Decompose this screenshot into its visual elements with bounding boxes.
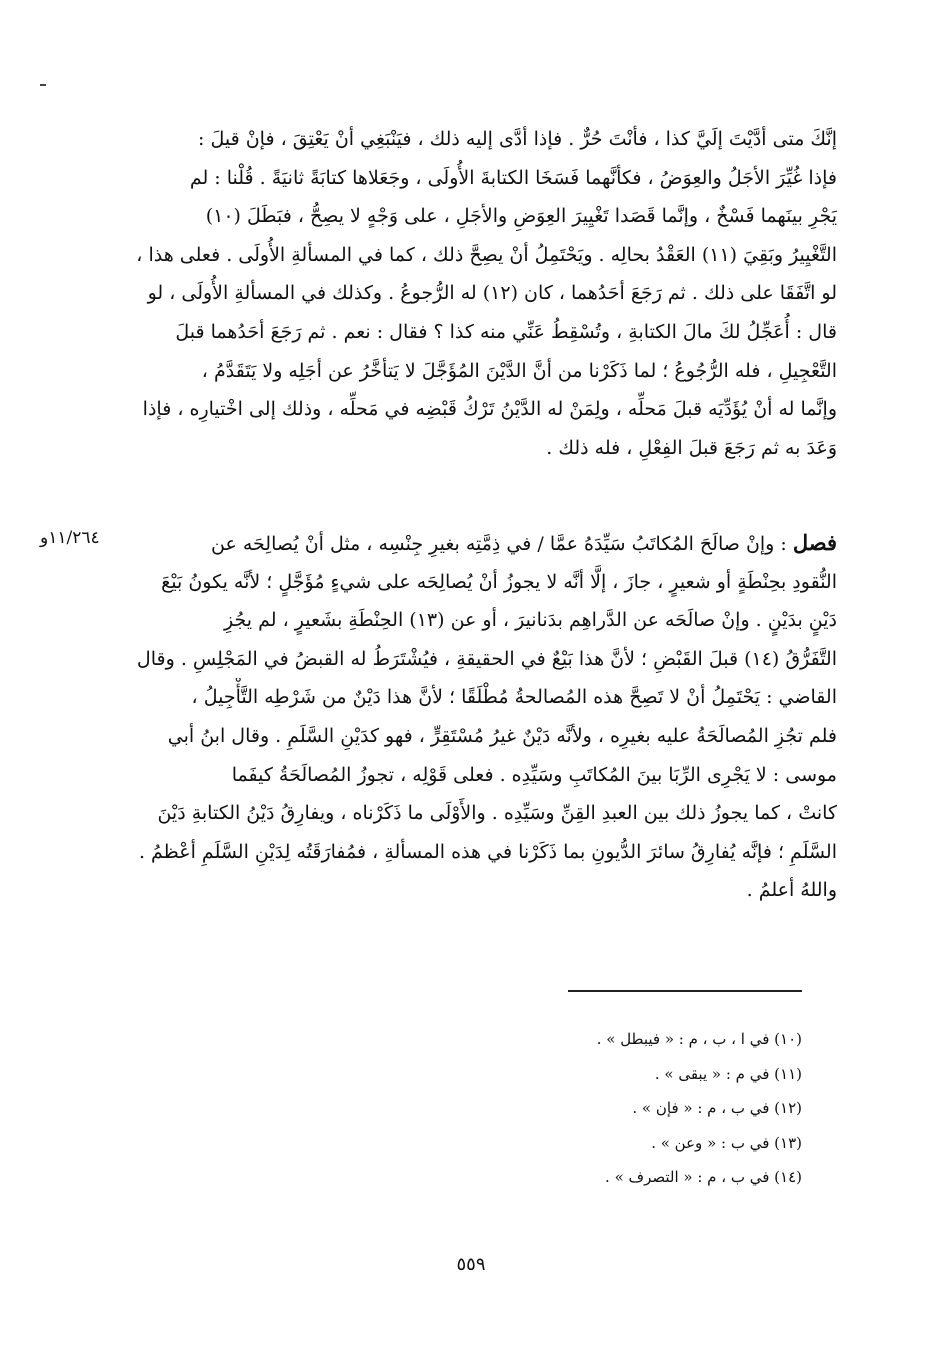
text-line: وإنَّما له أنْ يُؤَدِّيَه قبلَ مَحلِّه ، ولِمَنْ له الدَّيْنُ تَرْكُ قَبْضِه في مَحلِّه ، وذلك إلى اخْتيارِه ، فإذا [142,398,837,421]
paragraph-1 [130,120,837,467]
footnote-11: (١١) في م : « يبقى » . [654,1064,802,1083]
text-line: النُّقودِ بحِنْطَةٍ أو شعيرٍ ، جازَ ، إلَّا أنَّه لا يجوزُ أنْ يُصالِحَه على شيءٍ مُؤَجَّلٍ ؛ لأنَّه يكونُ بَيْعَ [161,570,837,593]
text-line: إنَّكَ متى أدَّيْتَ إلَيَّ كذا ، فأنْتَ حُرٌّ . فإذا أدَّى إليه ذلك ، فيَنْبَغِي أنْ يَعْتِقَ ، فإنْ قيلَ : [198,128,837,150]
footnote-10: (١٠) في ا ، ب ، م : « فيبطل » . [596,1030,802,1048]
footnotes [382,1022,802,1195]
text-line: القاضي : يَحْتَمِلُ أنْ لا تَصِحَّ هذه المُصالحةُ مُطْلَقًا ؛ لأنَّ هذا دَيْنٌ من شَرْطِه التَّأْجِيلُ ، [191,686,837,709]
text-line: التَّعْجِيلِ ، فله الرُّجُوعُ ؛ لما ذَكَرْنا من أنَّ الدَّيْنَ المُؤَجَّلَ لا يَتأخَّرُ عن أجَلِه ولا يَتَقَدَّمُ ، [201,359,837,382]
text-line: كانتْ ، كما يجوزُ ذلك بين العبدِ القِنِّ وسَيِّدِه . والأَوْلَى ما ذَكَرْناه ، ويفارِقُ دَيْنُ الكتابةِ دَيْنَ [157,802,837,825]
text-line: دَيْنٍ بدَيْنٍ . وإنْ صالَحَه عن الدَّراهِم بدَنانيرَ ، أو عن (١٣) الحِنْطَةِ بشَعيرٍ ، لم يجُزِ [224,609,837,632]
page-number: ٥٥٩ [456,1254,486,1275]
text-line: التَّغْيِيرُ وبَقِيَ (١١) العَقْدُ بحالِه . ويَحْتَمِلُ أنْ يصِحَّ ذلك ، كما في المسألةِ الأُولَى . فعلى هذا ، [136,243,837,266]
text-line-rest: : وإنْ صالَحَ المُكاتَبُ سَيِّدَهُ عمَّا / في ذِمَّتِه بغيرِ جِنْسِه ، مثل أنْ يُصالِحَه عن [211,533,787,555]
text-line: فلم تجُزِ المُصالَحَةُ عليه بغيرِه ، ولأنَّه دَيْنٌ غيرُ مُسْتَقِرٍّ ، فهو كدَيْنِ السَّلَمِ . وقال ابنُ أبي [167,724,837,747]
text-line: واللهُ أعلمُ . [746,879,837,902]
text-line: يَجْرِ بينَهما فَسْخٌ ، وإنَّما قَصَدا تَغْيِيرَ العِوَضِ والأجَلِ ، على وَجْهٍ لا يصِحُّ ، فبَطَلَ (١٠) [205,205,837,228]
text-line: موسى : لا يَجْرِى الرِّبَا بينَ المُكاتَبِ وسَيِّدِه . فعلى قَوْلِه ، تجوزُ المُصالَحَةُ كيفَما [231,763,837,786]
paragraph-2 [130,524,837,910]
margin-reference: ١١/٢٦٤و [40,528,100,548]
text-line: وَعَدَ به ثم رَجَعَ قبلَ الفِعْلِ ، فله ذلك . [546,436,837,459]
text-line: لو اتَّفَقَا على ذلك . ثم رَجَعَ أحَدُهما ، كان (١٢) له الرُّجوعُ . وكذلك في المسألةِ الأُولَى ، لو [147,282,837,305]
footnote-12: (١٢) في ب ، م : « فإن » . [632,1099,802,1117]
footnote-14: (١٤) في ب ، م : « التصرف » . [605,1168,802,1186]
text-line: قال : أُعَجِّلُ لكَ مالَ الكتابةِ ، وتُسْقِطُ عَنِّي منه كذا ؟ فقال : نعم . ثم رَجَعَ أحَدُهما قبلَ [175,320,837,343]
text-line: فإذا غُيِّرَ الأجَلُ والعِوَضُ ، فكأنَّهما فَسَخَا الكتابةَ الأُولَى ، وجَعَلاها كتابَةً ثانيَةً . قُلْنا : لم [189,166,837,189]
text-line-first [130,524,837,563]
footnote-divider [568,990,802,992]
fasl-heading: فصل [792,530,837,555]
scan-mark [40,84,46,86]
text-line: السَّلَمِ ؛ فإنَّه يُفارِقُ سائرَ الدُّيونِ بما ذَكَرْنا في هذه المسألةِ ، فمُفارَقَتُه لِدَيْنِ السَّلَمِ أعْظمُ . [138,840,837,863]
footnote-13: (١٣) في ب : « وعن » . [651,1133,802,1152]
text-line: التَّفَرُّقُ (١٤) قبلَ القَبْضِ ؛ لأنَّ هذا بَيْعٌ في الحقيقةِ ، فيُشْتَرَطُ له القبضُ في المَجْلِسِ . وقال [136,647,837,670]
